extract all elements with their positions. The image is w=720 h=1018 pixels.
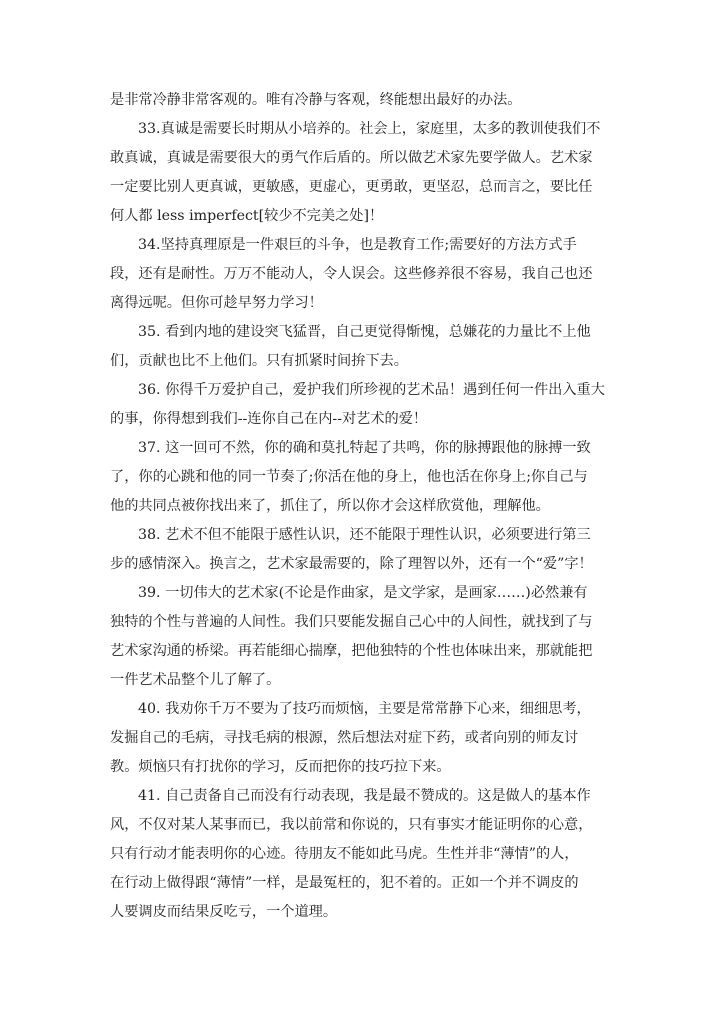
text-line: 41. 自己责备自己而没有行动表现，我是最不赞成的。这是做人的基本作 — [138, 788, 591, 804]
text-line: 一件艺术品整个儿了解了。 — [110, 672, 281, 688]
text-line: 风，不仅对某人某事而已，我以前常和你说的，只有事实才能证明你的心意， — [110, 817, 593, 833]
text-line: 发掘自己的毛病，寻找毛病的根源，然后想法对症下药，或者向别的师友讨 — [110, 730, 579, 746]
text-line: 39. 一切伟大的艺术家(不论是作曲家，是文学家，是画家……)必然兼有 — [138, 585, 588, 601]
body-text — [110, 86, 615, 927]
text-line: 离得远呢。但你可趁早努力学习！ — [110, 295, 323, 311]
text-line: 们，贡献也比不上他们。只有抓紧时间拚下去。 — [110, 353, 408, 369]
text-line: 敢真诚，真诚是需要很大的勇气作后盾的。所以做艺术家先要学做人。艺术家 — [110, 150, 593, 166]
text-line: 何人都 less imperfect[较少不完美之处]！ — [110, 208, 384, 224]
text-line: 独特的个性与普遍的人间性。我们只要能发掘自己心中的人间性，就找到了与 — [110, 614, 593, 630]
text-line: 37. 这一回可不然，你的确和莫扎特起了共鸣，你的脉搏跟他的脉搏一致 — [138, 440, 591, 456]
text-line: 是非常冷静非常客观的。唯有冷静与客观，终能想出最好的办法。 — [110, 92, 522, 108]
text-line: 他的共同点被你找出来了，抓住了，所以你才会这样欣赏他，理解他。 — [110, 498, 550, 514]
text-line: 了，你的心跳和他的同一节奏了;你活在他的身上，他也活在你身上;你自己与 — [110, 469, 588, 485]
text-line: 段，还有是耐性。万万不能动人，令人误会。这些修养很不容易，我自己也还 — [110, 266, 593, 282]
text-line: 艺术家沟通的桥梁。再若能细心揣摩，把他独特的个性也体味出来，那就能把 — [110, 643, 593, 659]
text-line: 40. 我劝你千万不要为了技巧而烦恼，主要是常常静下心来，细细思考， — [138, 701, 591, 717]
text-line: 33.真诚是需要长时期从小培养的。社会上，家庭里，太多的教训使我们不 — [138, 121, 601, 137]
text-line: 步的感情深入。换言之，艺术家最需要的，除了理智以外，还有一个“爱”字！ — [110, 556, 593, 572]
text-line: 教。烦恼只有打扰你的学习，反而把你的技巧拉下来。 — [110, 759, 451, 775]
text-line: 人要调皮而结果反吃亏，一个道理。 — [110, 904, 338, 920]
text-line: 35. 看到内地的建设突飞猛晋，自己更觉得惭愧，总嫌花的力量比不上他 — [138, 324, 591, 340]
text-line: 的事，你得想到我们--连你自己在内--对艺术的爱！ — [110, 411, 428, 427]
text-line: 只有行动才能表明你的心迹。待朋友不能如此马虎。生性并非“薄情”的人， — [110, 846, 579, 862]
text-line: 36. 你得千万爱护自己，爱护我们所珍视的艺术品！遇到任何一件出入重大 — [138, 382, 605, 398]
text-line: 38. 艺术不但不能限于感性认识，还不能限于理性认识，必须要进行第三 — [138, 527, 591, 543]
text-line: 一定要比别人更真诚，更敏感，更虚心，更勇敢，更坚忍，总而言之，要比任 — [110, 179, 593, 195]
text-line: 在行动上做得跟“薄情”一样，是最冤枉的，犯不着的。正如一个并不调皮的 — [110, 875, 579, 891]
text-line: 34.坚持真理原是一件艰巨的斗争，也是教育工作;需要好的方法方式手 — [138, 237, 577, 253]
